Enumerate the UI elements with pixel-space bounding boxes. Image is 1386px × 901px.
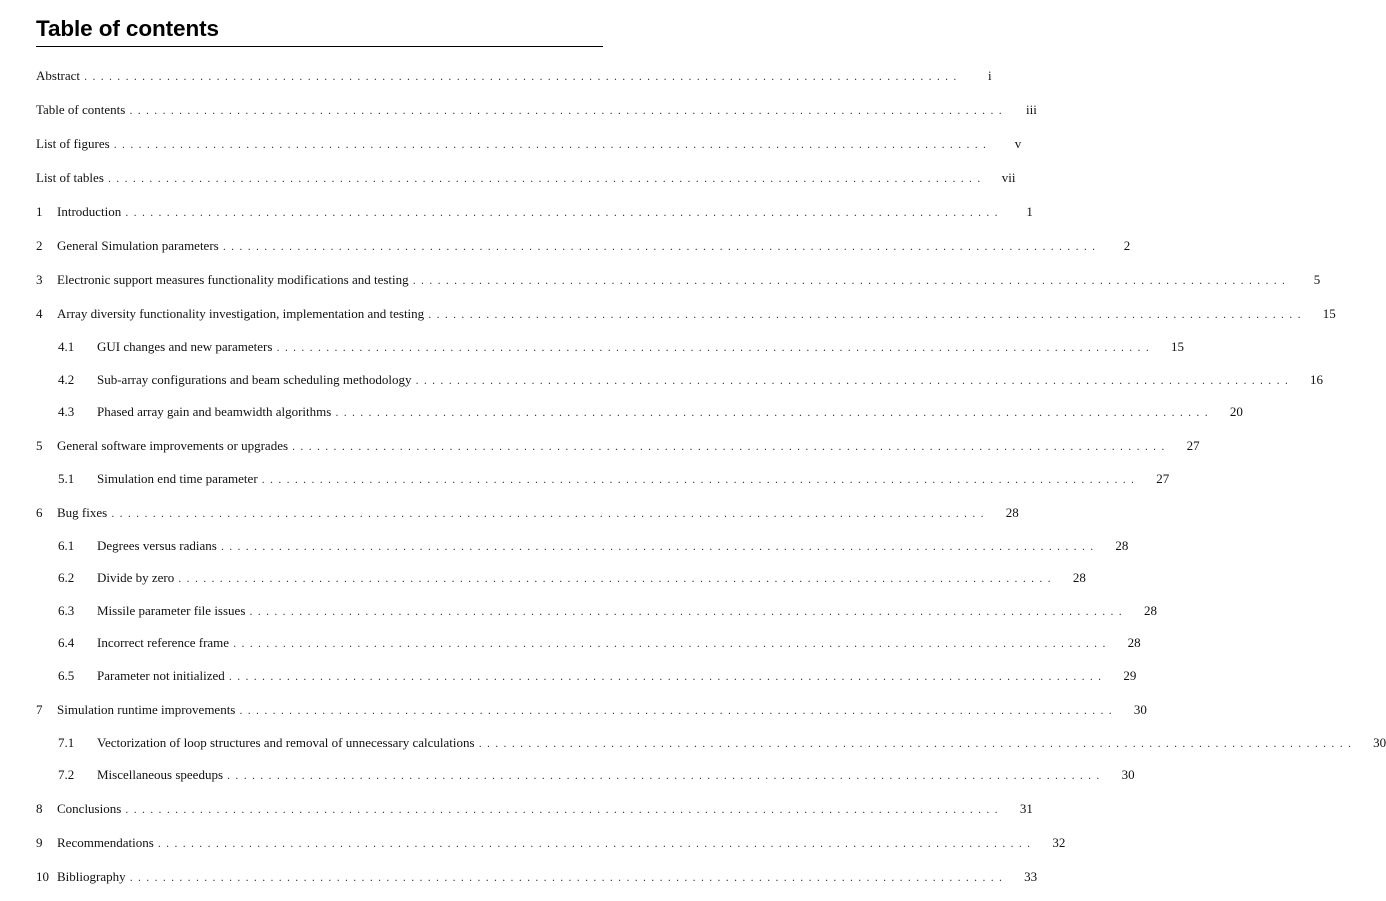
dot-leader: .......................................................................................................... [428,310,1306,321]
toc-entry-number: 4.2 [58,372,75,387]
toc-entry-page: 30 [1373,735,1386,750]
toc-entry-number: 6.3 [58,603,75,618]
toc-entry-bibliography[interactable] [36,867,1038,887]
dot-leader: .......................................................................................................... [125,805,1003,816]
dot-leader: .......................................................................................................... [113,140,992,151]
toc-entry-parameter-not-initialized[interactable] [58,666,1137,686]
toc-entry-number: 6.2 [58,570,75,585]
toc-entry-page: vii [1001,170,1016,185]
dot-leader: .......................................................................................................... [478,739,1357,750]
toc-entry-page: 28 [1115,538,1129,553]
toc-entry-gui-changes[interactable] [58,337,1184,357]
toc-entry-page: 27 [1186,438,1200,453]
toc-entry-page: iii [1026,102,1037,117]
toc-entry-title: Phased array gain and beamwidth algorithms [97,404,332,419]
dot-leader: .......................................................................................................... [415,376,1293,387]
toc-entry-phased-array-gain[interactable] [58,402,1243,422]
dot-leader: .......................................................................................................... [222,242,1101,253]
dot-leader: .......................................................................................................... [129,873,1008,884]
toc-entry-page: 5 [1313,272,1321,287]
dot-leader: .......................................................................................................... [111,509,989,520]
toc-entry-title: Bibliography [57,869,126,884]
toc-entry-degrees-versus-radians[interactable] [58,536,1129,556]
dot-leader: .......................................................................................................... [261,475,1140,486]
toc-entry-page: 20 [1229,404,1243,419]
dot-leader: .......................................................................................................... [178,574,1056,585]
toc-entry-page: 28 [1127,635,1141,650]
toc-entry-title: Table of contents [36,102,126,117]
toc-entry-title: Parameter not initialized [97,668,225,683]
toc-entry-title: General Simulation parameters [57,238,219,253]
toc-entry-number: 5.1 [58,471,75,486]
toc-entry-title: Simulation end time parameter [97,471,258,486]
toc-entry-title: List of tables [36,170,104,185]
toc-entry-title: Electronic support measures functionality modifications and testing [57,272,409,287]
toc-entry-number: 4.3 [58,404,75,419]
toc-entry-abstract[interactable] [36,66,992,86]
toc-entry-title: Vectorization of loop structures and removal of unnecessary calculations [97,735,475,750]
toc-entry-title: Bug fixes [57,505,108,520]
toc-entry-number: 10 [36,869,49,884]
dot-leader: .......................................................................................................... [107,174,986,185]
toc-entry-bug-fixes[interactable] [36,503,1019,523]
toc-entry-number: 4 [36,306,43,321]
toc-entry-vectorization[interactable] [58,733,1386,753]
dot-leader: .......................................................................................................... [292,442,1170,453]
toc-entry-general-simulation-parameters[interactable] [36,236,1131,256]
toc-entry-title: Simulation runtime improvements [57,702,236,717]
toc-entry-number: 5 [36,438,43,453]
dot-leader: .......................................................................................................... [228,672,1107,683]
toc-entry-title: Array diversity functionality investigation, implementation and testing [57,306,425,321]
dot-leader: .......................................................................................................... [239,706,1117,717]
toc-entry-number: 7 [36,702,43,717]
toc-entry-page: 30 [1121,767,1135,782]
toc-entry-title: Degrees versus radians [97,538,217,553]
toc-entry-table-of-contents[interactable] [36,100,1037,120]
toc-entry-array-diversity[interactable] [36,304,1336,324]
toc-entry-number: 6 [36,505,43,520]
dot-leader: .......................................................................................................... [220,542,1099,553]
toc-entry-general-software-improvements[interactable] [36,436,1200,456]
toc-entry-title: Miscellaneous speedups [97,767,224,782]
toc-entry-title: Sub-array configurations and beam scheduling methodology [97,372,412,387]
dot-leader: .......................................................................................................... [276,343,1154,354]
toc-entry-number: 3 [36,272,43,287]
toc-entry-number: 4.1 [58,339,75,354]
toc-entry-page: i [987,68,992,83]
toc-entry-number: 1 [36,204,43,219]
toc-entry-page: 33 [1024,869,1038,884]
dot-leader: .......................................................................................................... [157,839,1036,850]
toc-entry-miscellaneous-speedups[interactable] [58,765,1135,785]
toc-entry-simulation-end-time[interactable] [58,469,1170,489]
toc-entry-title: GUI changes and new parameters [97,339,273,354]
toc-entry-title: Incorrect reference frame [97,635,230,650]
toc-entry-number: 8 [36,801,43,816]
toc-entry-page: v [1014,136,1022,151]
toc-entry-incorrect-reference-frame[interactable] [58,633,1141,653]
dot-leader: .......................................................................................................... [125,208,1003,219]
toc-entry-number: 6.1 [58,538,75,553]
toc-entry-page: 16 [1310,372,1323,387]
dot-leader: .......................................................................................................... [335,408,1213,419]
toc-entry-number: 6.4 [58,635,75,650]
toc-entry-page: 2 [1123,238,1131,253]
toc-entry-page: 32 [1052,835,1066,850]
toc-entry-page: 15 [1322,306,1336,321]
toc-entry-title: Introduction [57,204,122,219]
toc-entry-page: 30 [1133,702,1147,717]
toc-entry-recommendations[interactable] [36,833,1066,853]
toc-entry-missile-parameter-file[interactable] [58,601,1157,621]
toc-entry-number: 9 [36,835,43,850]
toc-entry-page: 28 [1005,505,1019,520]
toc-entry-page: 28 [1072,570,1086,585]
toc-entry-title: List of figures [36,136,110,151]
toc-entry-title: Recommendations [57,835,154,850]
toc-entry-conclusions[interactable] [36,799,1033,819]
toc-entry-page: 15 [1170,339,1184,354]
toc-entry-number: 2 [36,238,43,253]
dot-leader: .......................................................................................................... [227,771,1105,782]
toc-entry-title: Abstract [36,68,81,83]
dot-leader: .......................................................................................................... [412,276,1291,287]
toc-entry-title: General software improvements or upgrades [57,438,289,453]
toc-entry-page: 1 [1026,204,1033,219]
dot-leader: .......................................................................................................... [249,607,1127,618]
toc-entry-divide-by-zero[interactable] [58,568,1086,588]
toc-entry-page: 29 [1123,668,1137,683]
toc-entry-simulation-runtime-improvements[interactable] [36,700,1147,720]
toc-entry-number: 6.5 [58,668,75,683]
toc-entry-page: 31 [1019,801,1033,816]
dot-leader: .......................................................................................................... [84,72,962,83]
toc-entry-title: Missile parameter file issues [97,603,246,618]
toc-entry-page: 28 [1143,603,1157,618]
toc-entry-esm-functionality[interactable] [36,270,1321,290]
toc-entry-title: Divide by zero [97,570,175,585]
dot-leader: .......................................................................................................... [129,106,1007,117]
dot-leader: .......................................................................................................... [233,639,1111,650]
toc-entry-number: 7.2 [58,767,75,782]
toc-entry-page: 27 [1156,471,1170,486]
toc-entry-list-of-figures[interactable] [36,134,1022,154]
toc-entry-sub-array-configurations[interactable] [58,370,1323,390]
toc-entry-list-of-tables[interactable] [36,168,1016,188]
toc-entry-introduction[interactable] [36,202,1033,222]
toc-entry-title: Conclusions [57,801,122,816]
toc-entry-number: 7.1 [58,735,75,750]
page-title: Table of contents [36,16,219,41]
